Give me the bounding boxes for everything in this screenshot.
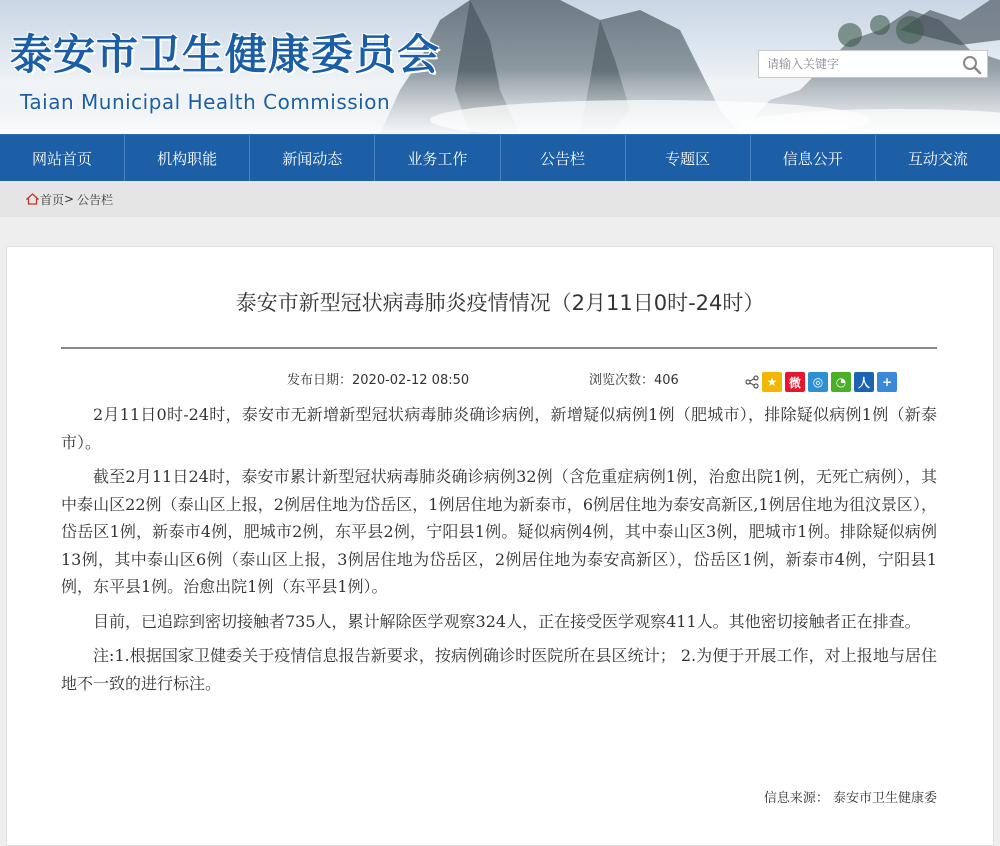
share-bar — [745, 372, 900, 392]
renren-icon[interactable]: 人 — [854, 372, 874, 392]
breadcrumb-home-link[interactable]: 首页 — [40, 192, 65, 207]
breadcrumb — [26, 191, 113, 208]
search-button[interactable] — [961, 54, 983, 76]
qzone-icon[interactable]: ★ — [762, 372, 782, 392]
article-paragraph: 注:1.根据国家卫健委关于疫情信息报告新要求，按病例确诊时医院所在县区统计； 2.为便于开展工作，对上报地与居住地不一致的进行标注。 — [61, 646, 937, 693]
view-count: 浏览次数：406 — [589, 373, 679, 388]
article-paragraph: 目前，已追踪到密切接触者735人，累计解除医学观察324人，正在接受医学观察411人。其他密切接触者正在排查。 — [93, 611, 921, 631]
main-nav — [0, 134, 1000, 181]
article-body — [61, 401, 937, 704]
search-box — [758, 50, 988, 78]
site-subtitle: Taian Municipal Health Commission — [20, 90, 391, 114]
nav-item-functions[interactable]: 机构职能 — [124, 135, 249, 181]
more-plus-icon[interactable]: + — [877, 372, 897, 392]
info-source: 信息来源： 泰安市卫生健康委 — [763, 791, 937, 806]
article-paragraph: 截至2月11日24时，泰安市累计新型冠状病毒肺炎确诊病例32例（含危重症病例1例，治愈出院1例，无死亡病例），其中泰山区22例（泰山区上报，2例居住地为岱岳区，1例居住地为新泰市，6例居住地为泰安高新区,1例居住地为徂汶景区），岱岳区1例，新泰市4例，肥城市2例，东平县2例，宁阳县1例。疑似病例4例，其中泰山区3例，肥城市1例。排除疑似病例13例，其中泰山区6例（泰山区上报，3例居住地为岱岳区，2例居住地为泰安高新区），岱岳区1例，新泰市4例，宁阳县1例，东平县1例。治愈出院1例（东平县1例）。 — [61, 467, 937, 596]
title-divider — [61, 347, 937, 349]
tencent-weibo-icon[interactable]: ◎ — [808, 372, 828, 392]
site-title: 泰安市卫生健康委员会 — [10, 30, 441, 79]
nav-item-disclosure[interactable]: 信息公开 — [750, 135, 875, 181]
search-icon — [961, 54, 983, 76]
nav-item-interaction[interactable]: 互动交流 — [875, 135, 1000, 181]
nav-item-bulletin[interactable]: 公告栏 — [500, 135, 625, 181]
publish-date: 发布日期：2020-02-12 08:50 — [287, 373, 470, 388]
header-banner — [0, 0, 1000, 134]
article-panel — [6, 246, 994, 846]
breadcrumb-current[interactable]: 公告栏 — [77, 192, 114, 207]
search-input[interactable] — [759, 51, 957, 77]
breadcrumb-bar — [0, 181, 1000, 217]
share-icon[interactable] — [745, 375, 759, 389]
nav-item-business[interactable]: 业务工作 — [374, 135, 499, 181]
article-paragraph: 2月11日0时-24时，泰安市无新增新型冠状病毒肺炎确诊病例，新增疑似病例1例（肥城市），排除疑似病例1例（新泰市）。 — [61, 405, 937, 452]
nav-item-news[interactable]: 新闻动态 — [249, 135, 374, 181]
breadcrumb-separator: > — [64, 192, 75, 206]
wechat-icon[interactable]: ◔ — [831, 372, 851, 392]
article-title: 泰安市新型冠状病毒肺炎疫情情况（2月11日0时-24时） — [235, 291, 765, 315]
home-icon — [26, 193, 39, 205]
weibo-icon[interactable]: 微 — [785, 372, 805, 392]
nav-item-home[interactable]: 网站首页 — [32, 149, 93, 168]
nav-item-topics[interactable]: 专题区 — [625, 135, 750, 181]
